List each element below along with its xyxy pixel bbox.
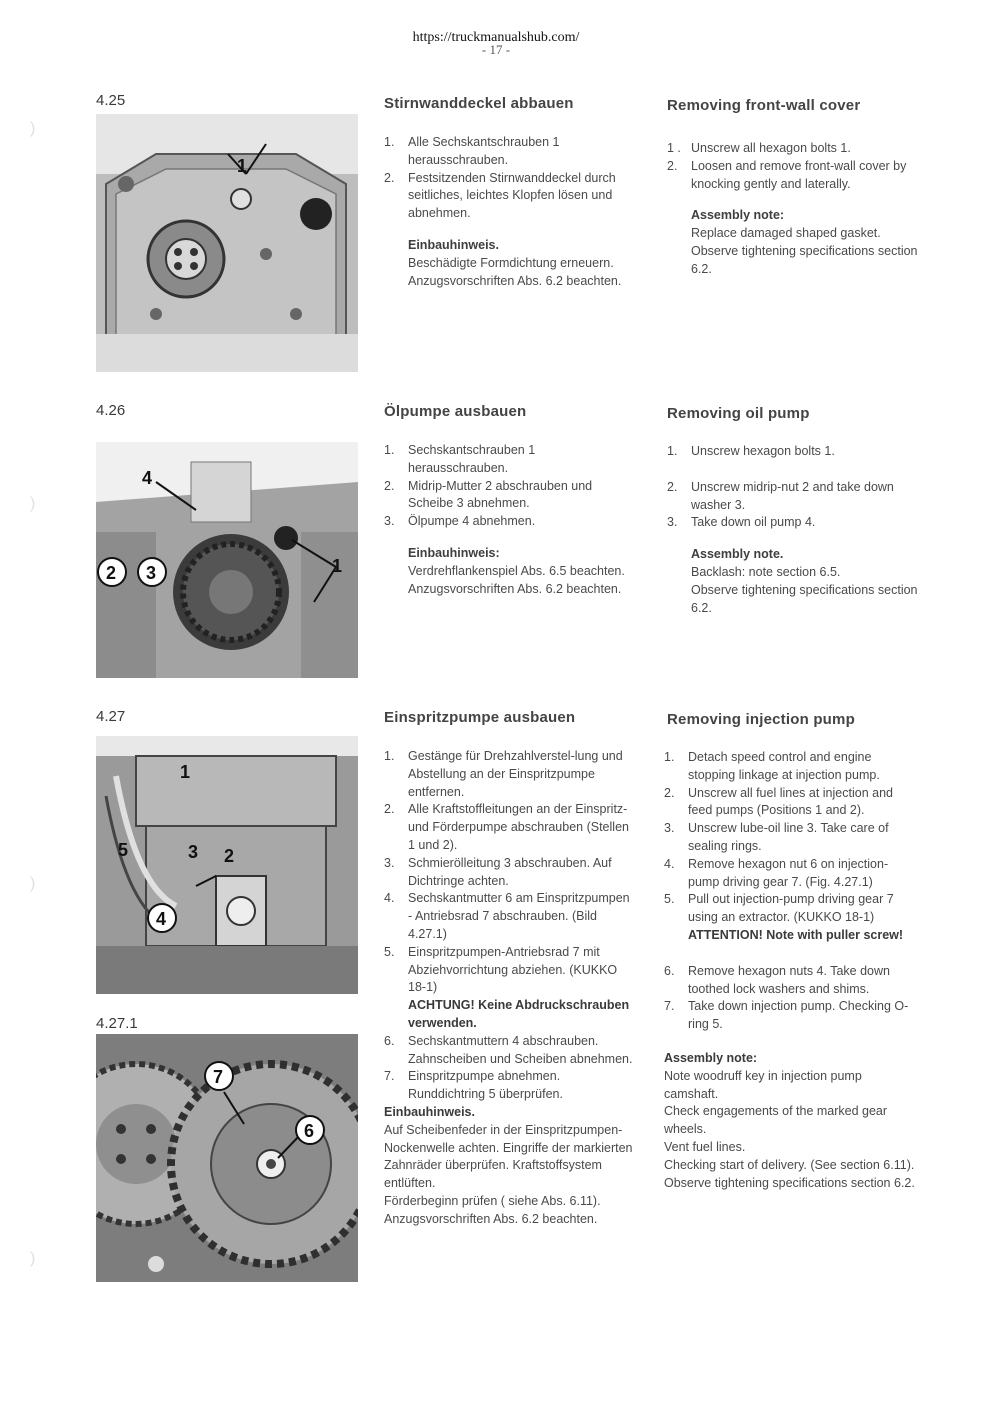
warning-text: ACHTUNG! Keine Abdruckschrauben verwenden. (408, 998, 630, 1030)
instructions-de (384, 748, 636, 1229)
note-line: Checking start of delivery. (See section 6.11). (664, 1157, 915, 1172)
note-line: Vent fuel lines. (664, 1139, 746, 1154)
section-title-de: Stirnwanddeckel abbauen (384, 95, 574, 112)
section-title-en: Removing injection pump (667, 711, 855, 728)
instructions-en (667, 140, 919, 279)
step: 3. Schmierölleitung 3 abschrauben. Auf Dichtringe achten. (384, 855, 612, 888)
callout-label: 4 (156, 909, 167, 929)
section-subnumber: 4.27.1 (96, 1015, 138, 1032)
note-line: Note woodruff key in injection pump camshaft. (664, 1068, 862, 1101)
step: 6. Sechskantmuttern 4 abschrauben. Zahnscheiben und Scheiben abnehmen. (384, 1033, 633, 1066)
step: 7. Einspritzpumpe abnehmen. Runddichtring 5 überprüfen. (384, 1069, 563, 1102)
section-title-de: Einspritzpumpe ausbauen (384, 709, 576, 726)
punch-mark: ) (30, 495, 36, 512)
step: 3. Take down oil pump 4. (667, 515, 816, 530)
note-heading: Assembly note. (691, 547, 784, 562)
callout-label: 1 (332, 556, 343, 576)
note-line: Backlash: note section 6.5. (691, 564, 841, 579)
instructions-en (664, 749, 918, 1192)
punch-mark: ) (30, 1250, 36, 1267)
photo-oil-pump (96, 442, 358, 678)
step: 2. Alle Kraftstoffleitungen an der Einspritz- und Förderpumpe abschrauben (Stellen 1 und 2). (384, 802, 629, 852)
step: 2. Unscrew all fuel lines at injection and feed pumps (Positions 1 and 2). (664, 785, 893, 818)
note-line: Anzugsvorschriften Abs. 6.2 beachten. (384, 1211, 598, 1226)
step: 6. Remove hexagon nuts 4. Take down toothed lock washers and shims. (664, 963, 890, 996)
note-line: Observe tightening specifications section 6.2. (691, 243, 918, 276)
step: 2. Unscrew midrip-nut 2 and take down washer 3. (667, 479, 894, 512)
step: 4. Sechskantmutter 6 am Einspritzpumpen - Antriebsrad 7 abschrauben. (Bild 4.27.1) (384, 891, 630, 941)
source-url[interactable]: https://truckmanualshub.com/ (412, 30, 580, 45)
note-heading: Einbauhinweis. (408, 237, 499, 252)
note-line: Observe tightening specifications section 6.2. (691, 582, 918, 615)
step: 7. Take down injection pump. Checking O-ring 5. (664, 999, 909, 1032)
instructions-de (384, 442, 636, 598)
callout-label: 2 (224, 846, 235, 866)
note-heading: Assembly note: (691, 208, 785, 223)
photo-driving-gear (96, 1034, 358, 1282)
callout-label: 2 (106, 563, 117, 583)
callout-label: 6 (304, 1121, 315, 1141)
step: 5. Pull out injection-pump driving gear 7 using an extractor. (KUKKO 18-1) (664, 892, 894, 925)
note-line: Observe tightening specifications section 6.2. (664, 1175, 915, 1190)
section-number: 4.27 (96, 708, 126, 725)
section-title-de: Ölpumpe ausbauen (384, 403, 527, 420)
step: 1. Alle Sechskantschrauben 1 herausschrauben. (384, 135, 560, 167)
photo-injection-pump (96, 736, 358, 994)
step: 2. Festsitzenden Stirnwanddeckel durch seitliches, leichtes Klopfen lösen und abnehmen. (384, 170, 616, 221)
step: 1. Unscrew hexagon bolts 1. (667, 444, 835, 458)
section-title-en: Removing front-wall cover (667, 97, 861, 114)
step: 2. Loosen and remove front-wall cover by knocking gently and laterally. (667, 158, 907, 191)
section-title-en: Removing oil pump (667, 405, 810, 422)
note-heading: Einbauhinweis. (384, 1104, 475, 1119)
instructions-de (384, 134, 636, 290)
step: 3. Ölpumpe 4 abnehmen. (384, 514, 536, 529)
photo-front-wall-cover (96, 114, 358, 372)
note-line: Förderbeginn prüfen ( siehe Abs. 6.11). (384, 1193, 601, 1208)
instructions-en (667, 443, 919, 617)
note-line: Anzugsvorschriften Abs. 6.2 beachten. (408, 581, 622, 596)
step: 2. Midrip-Mutter 2 abschrauben und Scheibe 3 abnehmen. (384, 478, 593, 511)
punch-mark: ) (30, 875, 36, 892)
step: 3. Unscrew lube-oil line 3. Take care of sealing rings. (664, 821, 889, 853)
callout-label: 3 (188, 842, 199, 862)
callout-label: 4 (142, 468, 153, 488)
warning-text: ATTENTION! Note with puller screw! (688, 927, 904, 942)
step: 1. Detach speed control and engine stopping linkage at injection pump. (664, 750, 880, 782)
callout-label: 1 (180, 762, 191, 782)
note-heading: Assembly note: (664, 1050, 758, 1065)
note-line: Replace damaged shaped gasket. (691, 226, 881, 241)
callout-label: 5 (118, 840, 129, 860)
punch-mark: ) (30, 120, 36, 137)
section-number: 4.25 (96, 92, 126, 109)
note-line: Check engagements of the marked gear wheels. (664, 1104, 888, 1137)
note-line: Anzugsvorschriften Abs. 6.2 beachten. (408, 273, 622, 288)
section-number: 4.26 (96, 402, 126, 419)
note-line: Beschädigte Formdichtung erneuern. (408, 255, 614, 270)
note-line: Verdrehflankenspiel Abs. 6.5 beachten. (408, 563, 625, 578)
callout-label: 1 (237, 156, 248, 176)
step: 1. Gestänge für Drehzahlverstel-lung und Abstellung an der Einspritzpumpe entfernen. (384, 749, 623, 799)
step: 5. Einspritzpumpen-Antriebsrad 7 mit Abziehvorrichtung abziehen. (KUKKO 18-1) (384, 944, 618, 995)
step: 1 . Unscrew all hexagon bolts 1. (667, 141, 851, 155)
step: 4. Remove hexagon nut 6 on injection-pump driving gear 7. (Fig. 4.27.1) (664, 856, 889, 889)
step: 1. Sechskantschrauben 1 herausschrauben. (384, 443, 536, 475)
callout-label: 7 (213, 1067, 224, 1087)
note-heading: Einbauhinweis: (408, 545, 500, 560)
note-line: Auf Scheibenfeder in der Einspritzpumpen-Nockenwelle achten. Eingriffe der markierten Zahnräder überprüfen. Kraftstoffsystem entlüften. (384, 1122, 633, 1191)
callout-label: 3 (146, 563, 157, 583)
page-number: - 17 - (481, 42, 511, 57)
